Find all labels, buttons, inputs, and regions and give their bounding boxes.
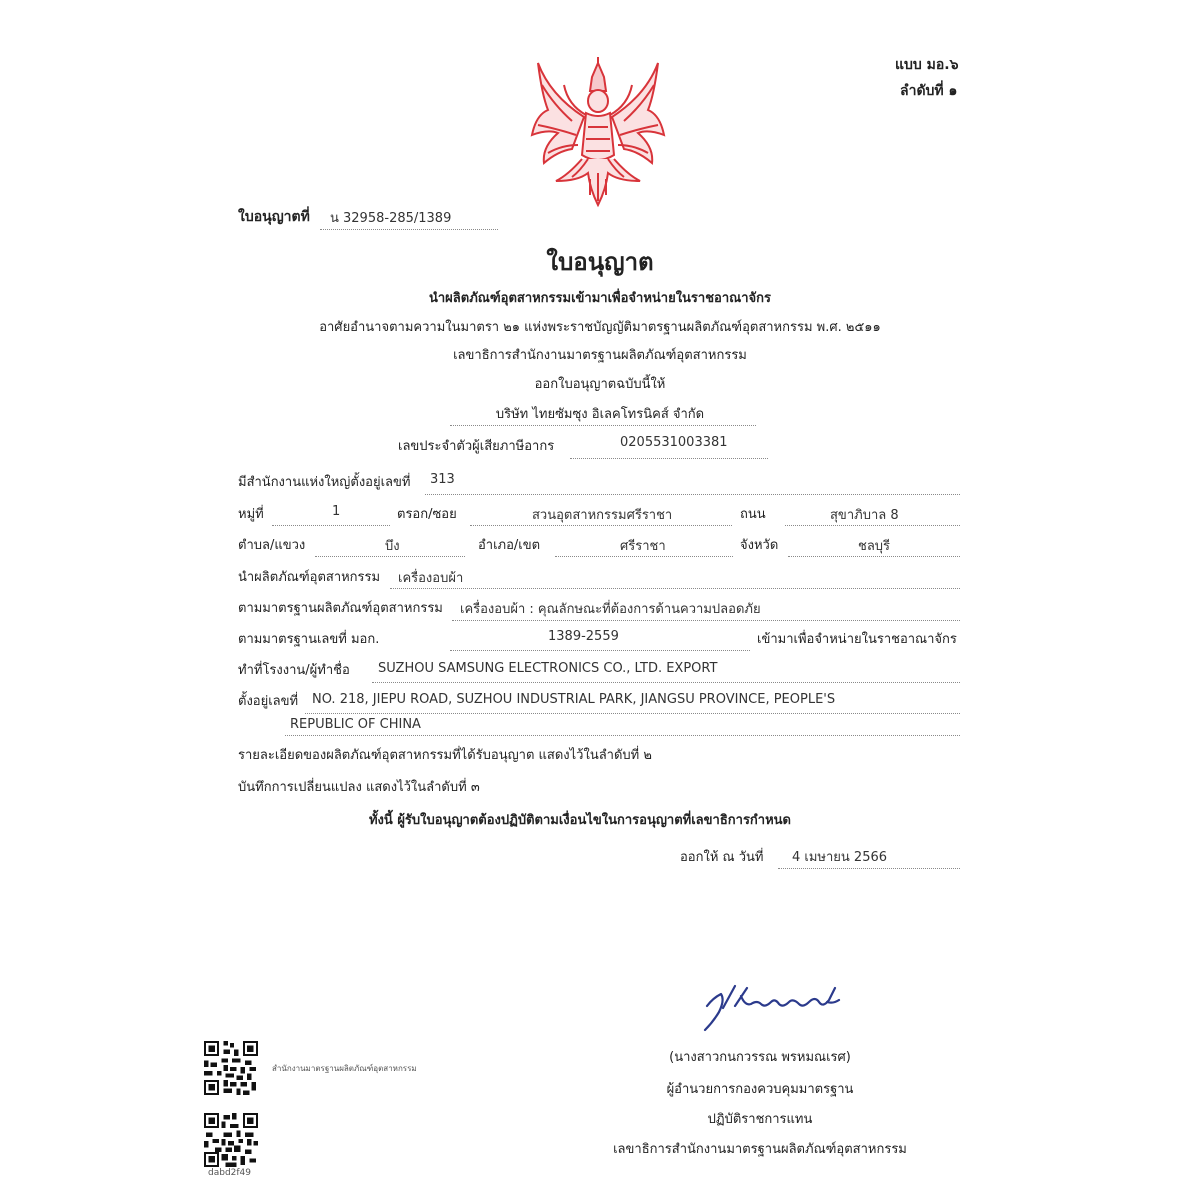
signatory-acting: ปฏิบัติราชการแทน xyxy=(707,1112,813,1127)
standard-value: เครื่องอบผ้า : คุณลักษณะที่ต้องการด้านความปลอดภัย xyxy=(460,602,761,617)
product-value: เครื่องอบผ้า xyxy=(398,571,464,586)
conditions-text: ทั้งนี้ ผู้รับใบอนุญาตต้องปฏิบัติตามเงื่อนไขในการอนุญาตที่เลขาธิการกำหนด xyxy=(368,813,791,828)
tax-id-label: เลขประจำตัวผู้เสียภาษีอากร xyxy=(398,439,555,454)
soi-label: ตรอก/ซอย xyxy=(397,507,457,522)
province-label: จังหวัด xyxy=(740,538,779,553)
tax-id-value: 0205531003381 xyxy=(620,435,728,450)
product-label: นำผลิตภัณฑ์อุตสาหกรรม xyxy=(238,570,381,585)
license-no-value: น 32958-285/1389 xyxy=(330,211,452,226)
standard-no-value: 1389-2559 xyxy=(548,629,619,644)
issued-value: 4 เมษายน 2566 xyxy=(792,850,888,865)
signatory-position: ผู้อำนวยการกองควบคุมมาตรฐาน xyxy=(666,1082,854,1097)
standard-label: ตามมาตรฐานผลิตภัณฑ์อุตสาหกรรม xyxy=(238,601,443,616)
moo-label: หมู่ที่ xyxy=(238,507,264,522)
signatory-name: (นางสาวกนกวรรณ พรหมณเรศ) xyxy=(669,1050,851,1065)
road-label: ถนน xyxy=(740,507,766,522)
head-office-label: มีสำนักงานแห่งใหญ่ตั้งอยู่เลขที่ xyxy=(238,475,411,490)
changes-note: บันทึกการเปลี่ยนแปลง แสดงไว้ในลำดับที่ ๓ xyxy=(238,780,480,795)
qr-code-icon xyxy=(204,1113,258,1167)
issued-label: ออกให้ ณ วันที่ xyxy=(680,850,764,865)
tambon-label: ตำบล/แขวง xyxy=(238,538,306,553)
road-value: สุขาภิบาล 8 xyxy=(830,508,899,523)
qr-caption: สำนักงานมาตรฐานผลิตภัณฑ์อุตสาหกรรม xyxy=(272,1064,417,1073)
document-title: ใบอนุญาต xyxy=(546,248,654,276)
details-note: รายละเอียดของผลิตภัณฑ์อุตสาหกรรมที่ได้รับอนุญาต แสดงไว้ในลำดับที่ ๒ xyxy=(238,748,652,763)
signatory-office: เลขาธิการสำนักงานมาตรฐานผลิตภัณฑ์อุตสาหกรรม xyxy=(613,1142,907,1157)
standard-no-label: ตามมาตรฐานเลขที่ มอก. xyxy=(238,632,380,647)
intro-authority: อาศัยอำนาจตามความในมาตรา ๒๑ แห่งพระราชบัญญัติมาตรฐานผลิตภัณฑ์อุตสาหกรรม พ.ศ. ๒๕๑๑ xyxy=(319,320,881,335)
form-sequence: ลำดับที่ ๑ xyxy=(900,83,958,99)
standard-no-suffix: เข้ามาเพื่อจำหน่ายในราชอาณาจักร xyxy=(757,632,957,647)
garuda-emblem xyxy=(528,55,668,210)
moo-value: 1 xyxy=(332,504,341,519)
license-no-label: ใบอนุญาตที่ xyxy=(238,209,310,225)
tambon-value: บึง xyxy=(385,539,400,554)
factory-address-line2: REPUBLIC OF CHINA xyxy=(290,717,421,732)
signature xyxy=(695,978,855,1038)
amphoe-label: อำเภอ/เขต xyxy=(478,538,541,553)
form-type: แบบ มอ.๖ xyxy=(895,57,959,73)
province-value: ชลบุรี xyxy=(858,539,891,554)
factory-address-label: ตั้งอยู่เลขที่ xyxy=(238,694,299,709)
document-subtitle: นำผลิตภัณฑ์อุตสาหกรรมเข้ามาเพื่อจำหน่ายในราชอาณาจักร xyxy=(429,291,771,306)
head-office-value: 313 xyxy=(430,472,455,487)
qr-code-icon xyxy=(204,1041,258,1095)
company-name: บริษัท ไทยซัมซุง อิเลคโทรนิคส์ จำกัด xyxy=(495,407,705,422)
amphoe-value: ศรีราชา xyxy=(620,539,666,554)
intro-secretary: เลขาธิการสำนักงานมาตรฐานผลิตภัณฑ์อุตสาหกรรม xyxy=(453,348,747,363)
manufacturer-label: ทำที่โรงงาน/ผู้ทำชื่อ xyxy=(238,663,350,678)
intro-issue: ออกใบอนุญาตฉบับนี้ให้ xyxy=(534,377,666,392)
factory-address-line1: NO. 218, JIEPU ROAD, SUZHOU INDUSTRIAL PARK, JIANGSU PROVINCE, PEOPLE'S xyxy=(312,692,836,707)
qr-code-text: dabd2f49 xyxy=(208,1168,252,1178)
soi-value: สวนอุตสาหกรรมศรีราชา xyxy=(532,508,673,523)
manufacturer-value: SUZHOU SAMSUNG ELECTRONICS CO., LTD. EXPORT xyxy=(378,661,718,676)
